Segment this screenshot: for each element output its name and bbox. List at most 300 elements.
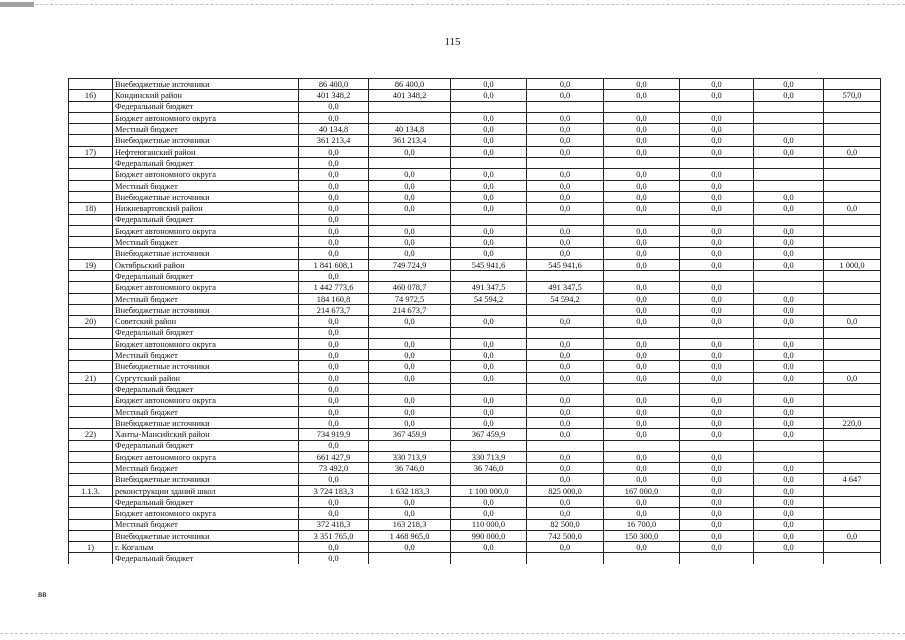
- row-label: Федеральный бюджет: [113, 384, 299, 395]
- row-number: [69, 293, 113, 304]
- value-cell: 0,0: [604, 304, 680, 315]
- value-cell: [604, 214, 680, 225]
- value-cell: [604, 327, 680, 338]
- value-cell: [527, 384, 604, 395]
- value-cell: 1 000,0: [824, 259, 881, 270]
- value-cell: [604, 158, 680, 169]
- value-cell: 990 000,0: [451, 530, 527, 541]
- value-cell: 0,0: [604, 350, 680, 361]
- value-cell: 150 300,0: [604, 530, 680, 541]
- value-cell: 0,0: [680, 519, 754, 530]
- table-row: [69, 225, 881, 236]
- value-cell: 0,0: [527, 496, 604, 507]
- value-cell: 0,0: [451, 237, 527, 248]
- value-cell: 0,0: [754, 259, 824, 270]
- table-row: [69, 237, 881, 248]
- value-cell: [369, 271, 451, 282]
- value-cell: 367 459,9: [451, 429, 527, 440]
- value-cell: 0,0: [680, 135, 754, 146]
- value-cell: 0,0: [824, 372, 881, 383]
- table-row: [69, 293, 881, 304]
- row-label: г. Когалым: [113, 542, 299, 553]
- table-row: [69, 395, 881, 406]
- table-row: [69, 508, 881, 519]
- value-cell: 3 724 183,3: [299, 485, 369, 496]
- value-cell: 0,0: [754, 135, 824, 146]
- value-cell: 0,0: [754, 429, 824, 440]
- value-cell: [754, 214, 824, 225]
- value-cell: 367 459,9: [369, 429, 451, 440]
- value-cell: 0,0: [680, 451, 754, 462]
- value-cell: 749 724,9: [369, 259, 451, 270]
- value-cell: 0,0: [299, 406, 369, 417]
- row-label: реконструкции зданий школ: [113, 485, 299, 496]
- value-cell: 0,0: [451, 225, 527, 236]
- table-row: [69, 530, 881, 541]
- value-cell: [754, 451, 824, 462]
- value-cell: [451, 553, 527, 564]
- value-cell: 1 841 608,1: [299, 259, 369, 270]
- value-cell: 0,0: [754, 474, 824, 485]
- row-number: [69, 417, 113, 428]
- value-cell: 0,0: [680, 282, 754, 293]
- value-cell: 40 134,8: [369, 124, 451, 135]
- value-cell: 0,0: [299, 395, 369, 406]
- value-cell: 0,0: [527, 112, 604, 123]
- value-cell: 74 972,5: [369, 293, 451, 304]
- value-cell: [451, 101, 527, 112]
- value-cell: 0,0: [451, 248, 527, 259]
- value-cell: 0,0: [754, 248, 824, 259]
- value-cell: 372 418,3: [299, 519, 369, 530]
- value-cell: 0,0: [527, 406, 604, 417]
- value-cell: [824, 327, 881, 338]
- value-cell: 167 000,0: [604, 485, 680, 496]
- value-cell: 460 078,7: [369, 282, 451, 293]
- table-row: [69, 169, 881, 180]
- value-cell: 0,0: [604, 124, 680, 135]
- value-cell: 0,0: [754, 508, 824, 519]
- row-number: [69, 338, 113, 349]
- row-label: Ханты-Мансийский район: [113, 429, 299, 440]
- value-cell: 0,0: [754, 350, 824, 361]
- row-number: [69, 508, 113, 519]
- row-number: [69, 304, 113, 315]
- value-cell: [824, 429, 881, 440]
- value-cell: 0,0: [604, 237, 680, 248]
- value-cell: 330 713,9: [451, 451, 527, 462]
- row-number: [69, 350, 113, 361]
- row-label: Нижневартовский район: [113, 203, 299, 214]
- value-cell: 0,0: [604, 259, 680, 270]
- table-row: [69, 191, 881, 202]
- value-cell: 36 746,0: [369, 463, 451, 474]
- value-cell: [604, 440, 680, 451]
- value-cell: 0,0: [527, 248, 604, 259]
- value-cell: [527, 101, 604, 112]
- row-number: [69, 440, 113, 451]
- value-cell: [451, 384, 527, 395]
- value-cell: 0,0: [527, 338, 604, 349]
- value-cell: 0,0: [369, 180, 451, 191]
- row-number: [69, 248, 113, 259]
- row-label: Октябрьский район: [113, 259, 299, 270]
- row-label: Местный бюджет: [113, 124, 299, 135]
- value-cell: [824, 485, 881, 496]
- value-cell: [754, 553, 824, 564]
- value-cell: 110 000,0: [451, 519, 527, 530]
- row-label: Федеральный бюджет: [113, 158, 299, 169]
- value-cell: [754, 180, 824, 191]
- value-cell: 0,0: [754, 304, 824, 315]
- table-row: [69, 485, 881, 496]
- value-cell: 0,0: [527, 350, 604, 361]
- value-cell: 0,0: [604, 361, 680, 372]
- value-cell: 0,0: [604, 203, 680, 214]
- value-cell: [754, 124, 824, 135]
- value-cell: 0,0: [680, 372, 754, 383]
- value-cell: [527, 214, 604, 225]
- table-row: [69, 180, 881, 191]
- value-cell: 0,0: [754, 542, 824, 553]
- value-cell: 0,0: [680, 124, 754, 135]
- row-number: 21): [69, 372, 113, 383]
- value-cell: 0,0: [369, 225, 451, 236]
- row-label: Внебюджетные источники: [113, 304, 299, 315]
- value-cell: 0,0: [527, 79, 604, 90]
- value-cell: [824, 191, 881, 202]
- value-cell: [824, 451, 881, 462]
- value-cell: [754, 169, 824, 180]
- value-cell: 0,0: [680, 350, 754, 361]
- value-cell: 0,0: [369, 417, 451, 428]
- value-cell: [369, 474, 451, 485]
- value-cell: 0,0: [680, 293, 754, 304]
- table-row: [69, 542, 881, 553]
- value-cell: 1 442 773,6: [299, 282, 369, 293]
- row-number: [69, 395, 113, 406]
- value-cell: 401 348,2: [369, 90, 451, 101]
- value-cell: [824, 169, 881, 180]
- value-cell: 36 746,0: [451, 463, 527, 474]
- row-number: [69, 225, 113, 236]
- row-number: [69, 451, 113, 462]
- row-number: [69, 271, 113, 282]
- value-cell: [680, 101, 754, 112]
- value-cell: [824, 237, 881, 248]
- row-number: [69, 191, 113, 202]
- value-cell: 0,0: [369, 395, 451, 406]
- table-row: [69, 316, 881, 327]
- table-row: [69, 90, 881, 101]
- value-cell: 0,0: [754, 191, 824, 202]
- value-cell: 0,0: [451, 542, 527, 553]
- value-cell: 0,0: [604, 180, 680, 191]
- value-cell: 0,0: [680, 542, 754, 553]
- row-label: Местный бюджет: [113, 350, 299, 361]
- value-cell: [824, 79, 881, 90]
- footer-mark: вв: [38, 590, 47, 599]
- row-number: 18): [69, 203, 113, 214]
- value-cell: 0,0: [527, 237, 604, 248]
- row-label: Местный бюджет: [113, 406, 299, 417]
- row-number: [69, 124, 113, 135]
- value-cell: 0,0: [299, 327, 369, 338]
- value-cell: 214 673,7: [299, 304, 369, 315]
- value-cell: 0,0: [369, 406, 451, 417]
- value-cell: 0,0: [754, 203, 824, 214]
- value-cell: 0,0: [754, 237, 824, 248]
- value-cell: 0,0: [299, 440, 369, 451]
- value-cell: 0,0: [527, 463, 604, 474]
- value-cell: 0,0: [451, 146, 527, 157]
- row-label: Бюджет автономного округа: [113, 508, 299, 519]
- row-label: Бюджет автономного округа: [113, 169, 299, 180]
- value-cell: 0,0: [754, 496, 824, 507]
- value-cell: 0,0: [604, 293, 680, 304]
- value-cell: 0,0: [527, 542, 604, 553]
- value-cell: 361 213,4: [299, 135, 369, 146]
- row-number: [69, 519, 113, 530]
- value-cell: 0,0: [604, 316, 680, 327]
- value-cell: [824, 158, 881, 169]
- value-cell: 0,0: [451, 203, 527, 214]
- value-cell: [451, 158, 527, 169]
- value-cell: [824, 293, 881, 304]
- value-cell: 0,0: [527, 508, 604, 519]
- table-row: [69, 474, 881, 485]
- value-cell: 0,0: [299, 361, 369, 372]
- value-cell: 0,0: [299, 350, 369, 361]
- table-row: [69, 214, 881, 225]
- value-cell: 0,0: [527, 316, 604, 327]
- value-cell: 0,0: [369, 372, 451, 383]
- value-cell: 0,0: [754, 361, 824, 372]
- budget-table: [68, 78, 881, 564]
- row-label: Федеральный бюджет: [113, 327, 299, 338]
- value-cell: [754, 158, 824, 169]
- value-cell: 330 713,9: [369, 451, 451, 462]
- value-cell: [604, 101, 680, 112]
- value-cell: 54 594,2: [527, 293, 604, 304]
- row-number: 20): [69, 316, 113, 327]
- table-row: [69, 135, 881, 146]
- row-label: Внебюджетные источники: [113, 248, 299, 259]
- row-label: Внебюджетные источники: [113, 474, 299, 485]
- value-cell: 0,0: [451, 350, 527, 361]
- value-cell: 0,0: [680, 248, 754, 259]
- value-cell: [451, 214, 527, 225]
- value-cell: 0,0: [754, 79, 824, 90]
- row-label: Внебюджетные источники: [113, 191, 299, 202]
- value-cell: 1 632 183,3: [369, 485, 451, 496]
- value-cell: 0,0: [604, 248, 680, 259]
- value-cell: [680, 271, 754, 282]
- row-label: Внебюджетные источники: [113, 79, 299, 90]
- value-cell: 0,0: [824, 146, 881, 157]
- value-cell: 0,0: [604, 542, 680, 553]
- value-cell: 0,0: [680, 146, 754, 157]
- row-number: [69, 79, 113, 90]
- value-cell: 0,0: [754, 293, 824, 304]
- value-cell: 0,0: [299, 158, 369, 169]
- row-number: [69, 180, 113, 191]
- row-label: Федеральный бюджет: [113, 496, 299, 507]
- row-label: Бюджет автономного округа: [113, 225, 299, 236]
- value-cell: [824, 124, 881, 135]
- table-body: [69, 79, 881, 564]
- value-cell: 0,0: [754, 338, 824, 349]
- value-cell: [369, 101, 451, 112]
- value-cell: 0,0: [680, 508, 754, 519]
- value-cell: 0,0: [680, 316, 754, 327]
- table-row: [69, 304, 881, 315]
- value-cell: 0,0: [680, 79, 754, 90]
- value-cell: 184 160,8: [299, 293, 369, 304]
- table-row: [69, 327, 881, 338]
- row-number: [69, 112, 113, 123]
- value-cell: 0,0: [680, 406, 754, 417]
- value-cell: 0,0: [604, 282, 680, 293]
- row-number: [69, 361, 113, 372]
- row-label: Федеральный бюджет: [113, 214, 299, 225]
- value-cell: [604, 553, 680, 564]
- value-cell: 0,0: [754, 519, 824, 530]
- value-cell: 0,0: [527, 395, 604, 406]
- value-cell: [824, 350, 881, 361]
- value-cell: 0,0: [604, 225, 680, 236]
- value-cell: 0,0: [527, 361, 604, 372]
- value-cell: 0,0: [299, 237, 369, 248]
- value-cell: 0,0: [369, 146, 451, 157]
- value-cell: [824, 101, 881, 112]
- table-row: [69, 259, 881, 270]
- value-cell: 0,0: [824, 316, 881, 327]
- value-cell: [824, 225, 881, 236]
- value-cell: 361 213,4: [369, 135, 451, 146]
- value-cell: 0,0: [299, 112, 369, 123]
- row-label: Бюджет автономного округа: [113, 451, 299, 462]
- value-cell: 0,0: [680, 259, 754, 270]
- row-number: [69, 169, 113, 180]
- value-cell: 0,0: [680, 463, 754, 474]
- row-label: Федеральный бюджет: [113, 101, 299, 112]
- value-cell: 0,0: [754, 417, 824, 428]
- value-cell: 0,0: [604, 372, 680, 383]
- value-cell: 0,0: [451, 191, 527, 202]
- value-cell: 0,0: [299, 146, 369, 157]
- value-cell: 0,0: [527, 146, 604, 157]
- row-number: [69, 496, 113, 507]
- value-cell: 0,0: [680, 530, 754, 541]
- value-cell: 0,0: [451, 124, 527, 135]
- value-cell: 0,0: [604, 79, 680, 90]
- value-cell: [369, 440, 451, 451]
- value-cell: 0,0: [299, 474, 369, 485]
- value-cell: 0,0: [604, 463, 680, 474]
- value-cell: 661 427,9: [299, 451, 369, 462]
- value-cell: 0,0: [451, 496, 527, 507]
- value-cell: 0,0: [824, 530, 881, 541]
- row-number: [69, 463, 113, 474]
- value-cell: [451, 304, 527, 315]
- value-cell: 0,0: [451, 338, 527, 349]
- value-cell: 0,0: [604, 429, 680, 440]
- value-cell: 0,0: [754, 146, 824, 157]
- value-cell: [527, 440, 604, 451]
- value-cell: [369, 214, 451, 225]
- table-row: [69, 417, 881, 428]
- row-label: Местный бюджет: [113, 237, 299, 248]
- table-row: [69, 124, 881, 135]
- value-cell: 0,0: [369, 169, 451, 180]
- value-cell: 220,0: [824, 417, 881, 428]
- row-label: Местный бюджет: [113, 519, 299, 530]
- row-number: [69, 135, 113, 146]
- value-cell: 0,0: [680, 304, 754, 315]
- value-cell: 0,0: [299, 203, 369, 214]
- value-cell: 0,0: [299, 508, 369, 519]
- value-cell: 0,0: [451, 372, 527, 383]
- table-row: [69, 372, 881, 383]
- value-cell: [451, 327, 527, 338]
- value-cell: [824, 508, 881, 519]
- table-row: [69, 350, 881, 361]
- value-cell: 0,0: [604, 146, 680, 157]
- value-cell: 0,0: [680, 112, 754, 123]
- value-cell: 0,0: [604, 496, 680, 507]
- value-cell: [680, 553, 754, 564]
- row-number: 16): [69, 90, 113, 101]
- row-label: Кондинский район: [113, 90, 299, 101]
- value-cell: 0,0: [680, 237, 754, 248]
- value-cell: 1 100 000,0: [451, 485, 527, 496]
- value-cell: 86 400,0: [299, 79, 369, 90]
- value-cell: 0,0: [369, 237, 451, 248]
- value-cell: 0,0: [754, 406, 824, 417]
- value-cell: 0,0: [299, 169, 369, 180]
- value-cell: 0,0: [527, 135, 604, 146]
- value-cell: [824, 304, 881, 315]
- table-row: [69, 429, 881, 440]
- table-row: [69, 248, 881, 259]
- table-row: [69, 463, 881, 474]
- value-cell: 0,0: [451, 169, 527, 180]
- value-cell: 0,0: [680, 203, 754, 214]
- value-cell: [754, 440, 824, 451]
- value-cell: 0,0: [369, 203, 451, 214]
- table-row: [69, 406, 881, 417]
- value-cell: 0,0: [680, 338, 754, 349]
- table-row: [69, 271, 881, 282]
- value-cell: 0,0: [604, 508, 680, 519]
- row-label: Бюджет автономного округа: [113, 338, 299, 349]
- row-label: Внебюджетные источники: [113, 530, 299, 541]
- value-cell: 0,0: [299, 542, 369, 553]
- row-number: [69, 553, 113, 564]
- value-cell: 0,0: [299, 214, 369, 225]
- table-row: [69, 451, 881, 462]
- value-cell: 0,0: [680, 395, 754, 406]
- value-cell: [824, 180, 881, 191]
- value-cell: 0,0: [527, 451, 604, 462]
- value-cell: [824, 135, 881, 146]
- value-cell: 0,0: [527, 191, 604, 202]
- value-cell: 0,0: [604, 112, 680, 123]
- table-row: [69, 79, 881, 90]
- row-label: Бюджет автономного округа: [113, 395, 299, 406]
- value-cell: [824, 463, 881, 474]
